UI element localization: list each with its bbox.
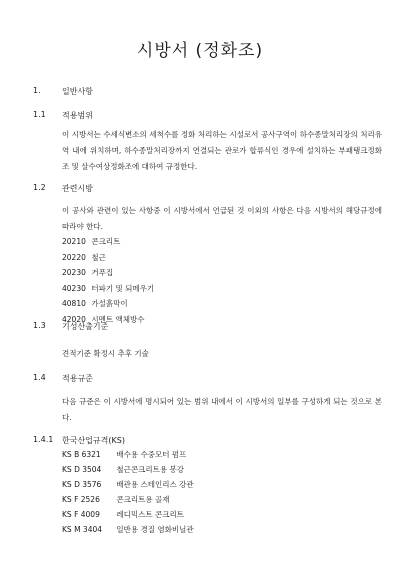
list-item [62, 234, 154, 250]
spec-code: 42020 [62, 314, 86, 324]
ks-code: KS M 3404 [62, 525, 103, 534]
ks-code: KS B 6321 [62, 450, 101, 459]
spec-code: 40230 [62, 283, 86, 293]
spec-name: 시멘트 액체방수 [91, 314, 145, 324]
subsection-number: 1.1 [33, 110, 46, 119]
list-item [62, 507, 194, 522]
ks-name: 배관용 스테인리스 강관 [116, 480, 194, 489]
ks-code: KS F 2526 [62, 495, 100, 504]
list-item [62, 250, 154, 266]
subsection-title: 관련시방 [62, 184, 93, 193]
estimate-paragraph: 견적기준 확정시 추후 기술 [62, 349, 149, 358]
spec-name: 가설흙막이 [91, 299, 128, 308]
list-item [62, 447, 194, 462]
ks-standards-list [62, 447, 194, 537]
spec-name: 거푸집 [91, 268, 114, 277]
ks-code: KS D 3576 [62, 480, 102, 489]
ks-name: 철근콘크리트용 봉강 [116, 465, 184, 474]
list-item [62, 522, 194, 537]
ks-name: 레디믹스트 콘크리트 [116, 510, 184, 519]
list-item [62, 477, 194, 492]
related-spec-paragraph: 이 공사와 관련이 있는 사항중 이 시방서에서 언급된 것 이외의 사항은 다음 시방서의 해당규정에 따라야 한다. [62, 206, 382, 231]
list-item [62, 296, 154, 312]
ks-name: 콘크리트용 골재 [116, 495, 170, 504]
subsection-title: 기성산출기준 [62, 322, 109, 331]
list-item [62, 281, 154, 297]
ks-name: 배수용 수중모터 펌프 [116, 450, 187, 459]
spec-name: 터파기 및 되메우기 [91, 283, 155, 293]
subsection-title: 적용범위 [62, 111, 93, 120]
subsection-number: 1.4.1 [33, 435, 54, 444]
subsection-title: 적용규준 [62, 374, 93, 383]
scope-paragraph: 이 시방서는 수세식변소의 세척수를 정화 처리하는 시설로서 공사구역이 하수종말처리장의 처리유역 내에 위치하며, 하수종말처리장까지 연결되는 관로가 합류식인 경우에 설치하는 부패탱크정화조 및 살수여상정화조에 대하여 규정한다. [62, 130, 382, 171]
list-item [62, 462, 194, 477]
spec-code: 20220 [62, 252, 86, 262]
spec-name: 철근 [91, 252, 106, 262]
list-item [62, 492, 194, 507]
spec-name: 콘크리트 [91, 237, 121, 246]
subsection-number: 1.3 [33, 321, 46, 330]
spec-code: 20230 [62, 268, 86, 277]
subsection-number: 1.4 [33, 373, 46, 382]
document-title: 시방서 (정화조) [136, 41, 264, 61]
ks-code: KS D 3504 [62, 465, 102, 474]
list-item [62, 265, 154, 281]
section-number: 1. [33, 86, 41, 95]
ks-name: 일반용 경질 염화비닐관 [116, 525, 194, 534]
standards-paragraph: 다음 규준은 이 시방서에 명시되어 있는 범위 내에서 이 시방서의 일부를 구성하게 되는 것으로 본다. [62, 397, 382, 422]
section-title: 일반사항 [62, 87, 93, 96]
spec-code: 20210 [62, 237, 86, 246]
subsection-title: 한국산업규격(KS) [62, 436, 125, 445]
related-spec-list [62, 234, 154, 327]
spec-code: 40810 [62, 299, 86, 308]
subsection-number: 1.2 [33, 183, 46, 192]
ks-code: KS F 4009 [62, 510, 100, 519]
